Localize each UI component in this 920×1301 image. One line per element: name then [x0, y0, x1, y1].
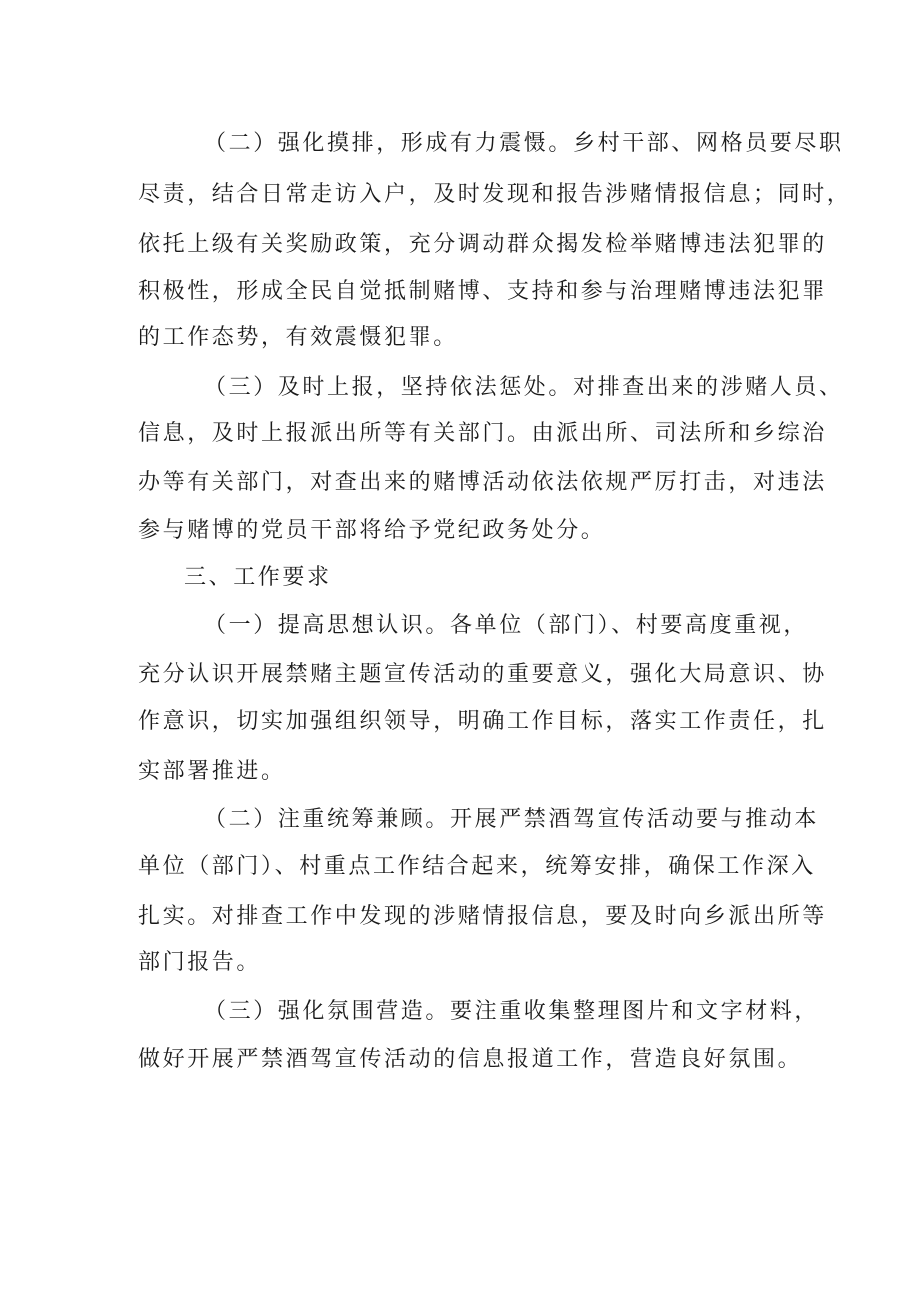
paragraph-line: （二）强化摸排，形成有力震慑。乡村干部、网格员要尽职	[204, 131, 844, 156]
paragraph-line: （三）及时上报，坚持依法惩处。对排查出来的涉赌人员、	[204, 375, 844, 400]
paragraph-line: 依托上级有关奖励政策，充分调动群众揭发检举赌博违法犯罪的	[138, 232, 827, 257]
paragraph-line: （二）注重统筹兼顾。开展严禁酒驾宣传活动要与推动本	[204, 807, 820, 832]
paragraph-line: 充分认识开展禁赌主题宣传活动的重要意义，强化大局意识、协	[138, 662, 827, 687]
paragraph-line: 参与赌博的党员干部将给予党纪政务处分。	[138, 518, 606, 543]
paragraph-line: （一）提高思想认识。各单位（部门）、村要高度重视，	[204, 613, 809, 638]
paragraph-line: 信息，及时上报派出所等有关部门。由派出所、司法所和乡综治	[138, 421, 827, 446]
paragraph-line: 的工作态势，有效震慑犯罪。	[138, 325, 458, 350]
paragraph-line: 实部署推进。	[138, 759, 286, 784]
paragraph-line: 单位（部门）、村重点工作结合起来，统筹安排，确保工作深入	[138, 854, 816, 879]
paragraph-line: 尽责，结合日常走访入户，及时发现和报告涉赌情报信息；同时，	[138, 182, 852, 207]
paragraph-line: 作意识，切实加强组织领导，明确工作目标，落实工作责任，扎	[138, 709, 827, 734]
paragraph-line: 积极性，形成全民自觉抵制赌博、支持和参与治理赌博违法犯罪	[138, 279, 827, 304]
paragraph-line: 做好开展严禁酒驾宣传活动的信息报道工作，营造良好氛围。	[138, 1047, 803, 1072]
paragraph-line: 部门报告。	[138, 950, 262, 975]
paragraph-line: 扎实。对排查工作中发现的涉赌情报信息，要及时向乡派出所等	[138, 904, 827, 929]
section-heading: 三、工作要求	[184, 565, 332, 590]
paragraph-line: （三）强化氛围营造。要注重收集整理图片和文字材料，	[204, 999, 820, 1024]
paragraph-line: 办等有关部门，对查出来的赌博活动依法依规严厉打击，对违法	[138, 470, 827, 495]
